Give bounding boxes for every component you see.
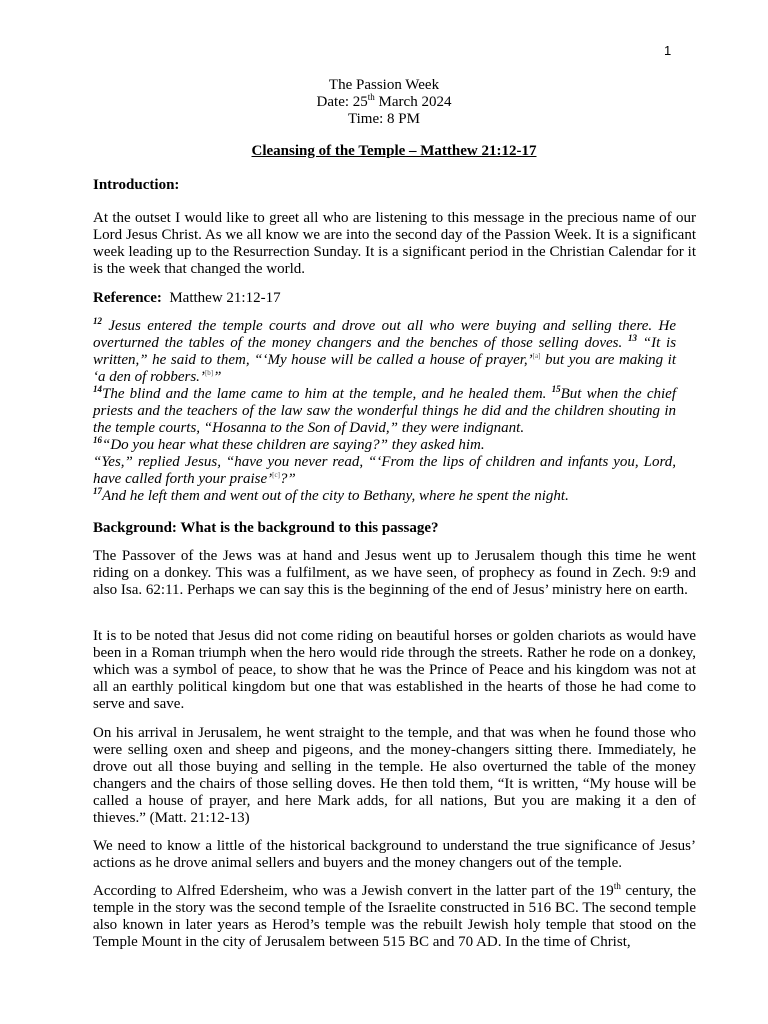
body-paragraph: The Passover of the Jews was at hand and Jesus went up to Jerusalem though this time he went riding on a donkey. This was a fulfilment, as we have seen, of prophecy as found in Zech. 9:9 and also Isa. 62:11. Perhaps we can say this is the beginning of the end of Jesus’ ministry here on earth. bbox=[93, 548, 696, 598]
document-time: Time: 8 PM bbox=[348, 111, 420, 127]
verse-number: 17 bbox=[93, 486, 102, 496]
verse-number: 15 bbox=[551, 384, 561, 394]
verse-text: “Yes,” replied Jesus, “have you never read, “‘From the lips of children and infants you, Lord, have called forth your praise’ bbox=[93, 454, 676, 487]
verse-text: But when the chief priests and the teachers of the law saw the wonderful things he did and the children shouting in the temple courts, “Hosanna to the Son of David,” they were indignant. bbox=[93, 386, 676, 436]
document-date: Date: 25th March 2024 bbox=[316, 92, 452, 110]
verse-text: “It is written,” he said to them, “‘My house will be called a house of prayer,’ bbox=[93, 335, 677, 368]
body-paragraph: On his arrival in Jerusalem, he went straight to the temple, and that was when he found those who were selling oxen and sheep and pigeons, and the money-changers sitting there. Immediately, he drove out all those buying and selling in the temple. He also overturned the table of the money changers and the chairs of those selling doves. He then told them, “It is written, “My house will be called a house of prayer, and here Mark adds, for all nations, But you are making it a den of thieves.” (Matt. 21:12-13) bbox=[93, 725, 696, 826]
verse-text: And he left them and went out of the city to Bethany, where he spent the night. bbox=[102, 488, 569, 504]
body-paragraph: It is to be noted that Jesus did not come riding on beautiful horses or golden chariots as would have been in a Roman triumph when the hero would ride through the streets. Rather he rode on a donkey, which was a symbol of peace, to show that he was the Prince of Peace and his kingdom was not at all an earthly political kingdom but one that was established in the hearts of those he had come to serve and save. bbox=[93, 628, 696, 712]
background-label: Background: What is the background to this passage? bbox=[93, 520, 439, 536]
footnote-marker: [b] bbox=[204, 369, 214, 377]
verse-number: 13 bbox=[628, 333, 637, 343]
verse-text: Jesus entered the temple courts and drove out all who were buying and selling there. He overturned the tables of the money changers and the benches of those selling doves. bbox=[93, 318, 676, 351]
verse-number: 14 bbox=[93, 384, 102, 394]
section-heading: Cleansing of the Temple – Matthew 21:12-17 bbox=[251, 143, 537, 159]
intro-label: Introduction: bbox=[93, 177, 180, 193]
intro-paragraph: At the outset I would like to greet all who are listening to this message in the precious name of our Lord Jesus Christ. As we all know we are into the second day of the Passion Week. It is a significant week leading up to the Resurrection Sunday. It is a significant period in the Christian Calendar for it is the week that changed the world. bbox=[93, 210, 696, 277]
page-number: 1 bbox=[664, 43, 672, 58]
verse-text: but you are making it ‘a den of robbers.’ bbox=[93, 352, 676, 385]
document-title: The Passion Week bbox=[328, 77, 440, 93]
scripture-passage: $^{12}$ Jesus entered the temple courts and drove out all who were buying and selling there. He overturned the tables of the money changers and the benches of those selling doves. $^{13}$ “It is written,” he said to them, “‘My house will be called a house of prayer,’[a] but you are making it ‘a den of robbers.’[b]” $^{14}$The blind and the lame came to him at the temple, and he healed them. $^{15}$But when the chief priests and the teachers of the law saw the wonderful things he did and the children shouting in the temple courts, “Hosanna to the Son of David,” they were indignant. $^{16}$“Do you hear what these children are saying?” they asked him. “Yes,” replied Jesus, “have you never read, “‘From the lips of children and infants you, Lord, have called forth your praise’[c]?” $^{17}$And he left them and went out of the city to Bethany, where he spent the night. bbox=[93, 316, 677, 504]
verse-number: 16 bbox=[93, 435, 102, 445]
verse-text: “Do you hear what these children are saying?” they asked him. bbox=[102, 437, 485, 453]
reference-line: Reference: Matthew 21:12-17 bbox=[93, 290, 281, 306]
verse-number: 12 bbox=[93, 316, 102, 326]
reference-value: Matthew 21:12-17 bbox=[169, 290, 281, 306]
body-paragraph: According to Alfred Edersheim, who was a Jewish convert in the latter part of the 19th century, the temple in the story was the second temple of the Israelite constructed in 516 BC. The second temple also known in later years as Herod’s temple was the rebuilt Jewish holy temple that stood on the Temple Mount in the city of Jerusalem between 515 BC and 70 AD. In the time of Christ, bbox=[93, 881, 696, 950]
footnote-marker: [a] bbox=[532, 352, 541, 360]
body-paragraph: We need to know a little of the historical background to understand the true significance of Jesus’ actions as he drove animal sellers and buyers and the money changers out of the temple. bbox=[93, 838, 696, 871]
footnote-marker: [c] bbox=[272, 471, 280, 479]
verse-text: The blind and the lame came to him at the temple, and he healed them. bbox=[102, 386, 547, 402]
